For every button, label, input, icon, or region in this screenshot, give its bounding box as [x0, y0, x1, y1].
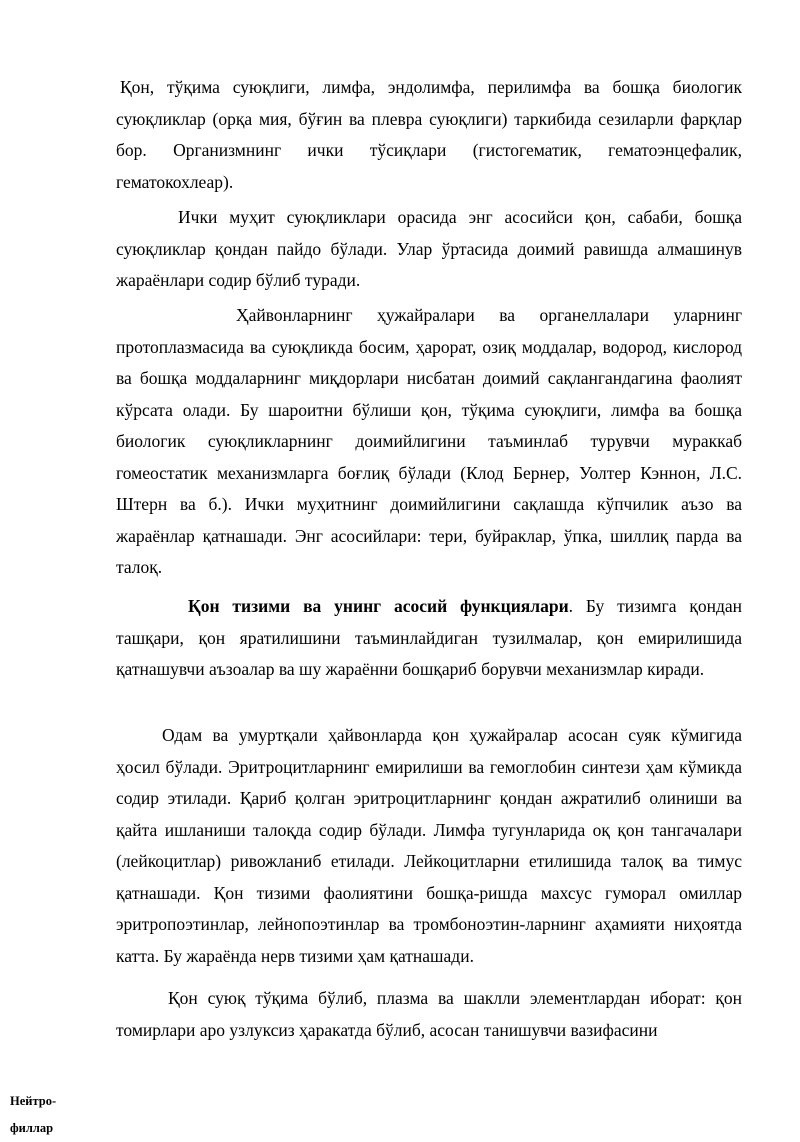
- paragraph-text: . Бу тизимга қондан ташқари, қон яратилишини таъминлайдиган тузилмалар, қон емирилишида қатнашувчи аъзоалар ва шу жараённи бошқариб борувчи механизмлар киради.: [116, 596, 743, 679]
- paragraph-internal-environment: [116, 202, 742, 297]
- paragraph-hematopoiesis: [116, 720, 742, 972]
- margin-note: Нейтро-филлар: [10, 1094, 57, 1135]
- paragraph-text: Қон суюқ тўқима бўлиб, плазма ва шаклли элементлардан иборат: қон томирлари аро узлуксиз ҳаракатда бўлиб, асосан танишувчи вазифасини: [116, 988, 742, 1040]
- paragraph-text: Ички муҳит суюқликлари орасида энг асосийси қон, сабаби, бошқа суюқликлар қондан пайдо бўлади. Улар ўртасида доимий равишда алмашинув жараёнлари содир бўлиб туради.: [116, 207, 742, 290]
- paragraph-text: Одам ва умуртқали ҳайвонларда қон ҳужайралар асосан суяк кўмигида ҳосил бўлади. Эритроцитларнинг емирилиши ва гемоглобин синтези ҳам кўмикда содир этилади. Қариб қолган эритроцитларнинг қондан ажратилиб олиниши ва қайта ишланиши талоқда содир бўлади. Лимфа тугунларида оқ қон тангачалари (лейкоцитлар) ривожланиб етилади. Лейкоцитларни етилишида талоқ ва тимус қатнашади. Қон тизими фаолиятини бошқа-ришда махсус гуморал омиллар эритропоэтинлар, лейнопоэтинлар ва тромбоноэтин-ларнинг аҳамияти ниҳоятда катта. Бу жараёнда нерв тизими ҳам қатнашади.: [116, 725, 742, 966]
- paragraph-body-fluids: [116, 72, 742, 198]
- paragraph-blood-tissue: [116, 983, 742, 1046]
- paragraph-text: Ҳайвонларнинг ҳужайралари ва органеллалари уларнинг протоплазмасида ва суюқликда босим, ҳарорат, озиқ моддалар, водород, кислород ва бошқа моддаларнинг миқдорлари нисбатан доимий сақлангандагина фаолият кўрсата олади. Бу шароитни бўлиши қон, тўқима суюқлиги, лимфа ва бошқа биологик суюқликларнинг доимийлигини таъминлаб турувчи мураккаб гомеостатик механизмларга боғлиқ бўлади (Клод Бернер, Уолтер Кэннон, Л.С. Штерн ва б.). Ички муҳитнинг доимийлигини сақлашда кўпчилик аъзо ва жараёнлар қатнашади. Энг асосийлари: тери, буйраклар, ўпка, шиллиқ парда ва талоқ.: [116, 305, 742, 577]
- paragraph-homeostasis: [116, 300, 742, 584]
- section-heading: Қон тизими ва унинг асосий функциялари: [188, 596, 569, 616]
- paragraph-blood-system: [116, 591, 742, 686]
- paragraph-text: Қон, тўқима суюқлиги, лимфа, эндолимфа, перилимфа ва бошқа биологик суюқликлар (орқа мия, бўғин ва плевра суюқлиги) таркибида сезиларли фарқлар бор. Организмнинг ички тўсиқлари (гистогематик, гематоэнцефалик, гематокохлеар).: [116, 77, 742, 192]
